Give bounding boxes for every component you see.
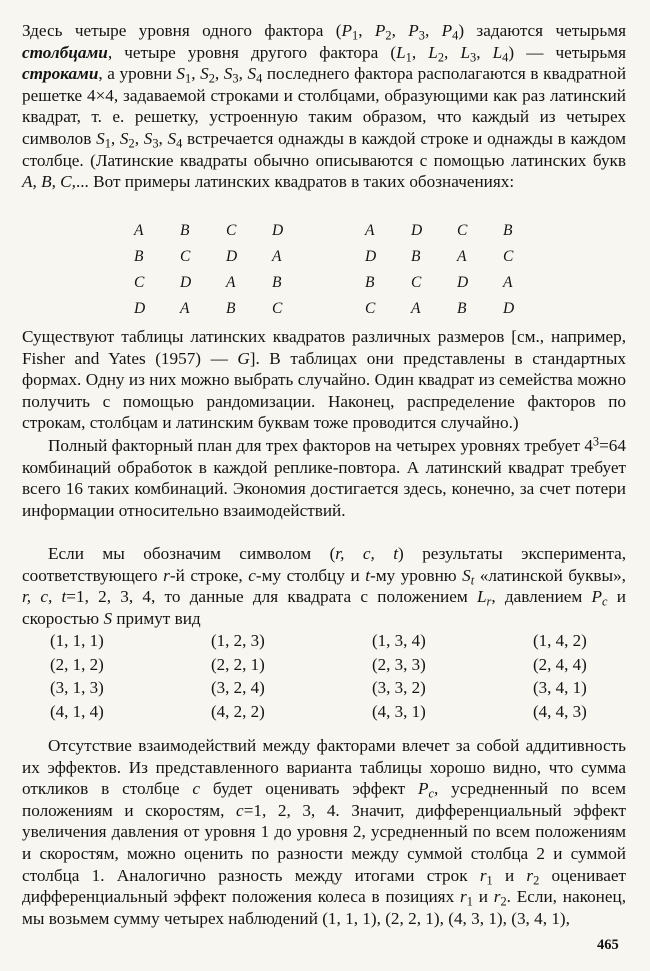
triple-cell: (2, 1, 2) xyxy=(50,654,104,674)
triple-cell: (3, 4, 1) xyxy=(533,678,587,697)
square-cell: D xyxy=(457,274,469,291)
square-cell: B xyxy=(226,300,236,317)
triple-cell: (4, 1, 4) xyxy=(50,701,104,721)
square-cell: A xyxy=(134,222,144,239)
square-cell: C xyxy=(272,300,283,317)
square-cell: A xyxy=(503,274,513,291)
triple-cell: (4, 4, 3) xyxy=(533,701,587,721)
square-cell: A xyxy=(365,222,375,239)
square-cell: C xyxy=(226,222,237,239)
square-cell: C xyxy=(365,300,376,317)
square-cell: B xyxy=(272,274,282,291)
square-cell: C xyxy=(411,274,422,291)
square-cell: A xyxy=(180,300,190,317)
square-cell: D xyxy=(365,248,377,265)
triple-cell: (2, 4, 4) xyxy=(533,654,587,674)
triples-table xyxy=(50,631,650,725)
page-number: 465 xyxy=(597,937,619,953)
paragraph-latin-square-intro: Здесь четыре уровня одного фактора ($P_1$, $P_2$, $P_3$, $P_4$) задаются четырьмя столбцами, четыре уровня другого фактора ($L_1$, $L_2$, $L_3$, $L_4$) — четырьмя строками, а уровни $S_1$, $S_2$, $S_3$, $S_4$ последнего фактора располагаются в квадратной решетке 4×4, задаваемой строками и столбцами, образующими как раз латинский квадрат, т. е. решетку, устроенную таким образом, что каждый из четырех символов $S_1$, $S_2$, $S_3$, $S_4$ встречается однажды в каждой строке и однажды в каждом столбце. (Латинские квадраты обычно описываются с помощью латинских букв A, B, C,... Вот примеры латинских квадратов в таких обозначениях: xyxy=(22,21,627,192)
square-cell: B xyxy=(411,248,421,265)
triple-cell: (2, 2, 1) xyxy=(211,654,265,674)
paragraph-factorial-plan: Полный факторный план для трех факторов на четырех уровнях требует $4^3=64$ комбинаций обработок в каждой реплике-повтора. А латинский квадрат требует всего 16 таких комбинаций. Экономия достигается здесь, конечно, за счет потери информации относительно взаимодействий. xyxy=(22,434,626,520)
square-cell: D xyxy=(134,300,146,317)
square-cell: D xyxy=(503,300,515,317)
square-cell: C xyxy=(457,222,468,239)
square-cell: A xyxy=(272,248,282,265)
square-cell: B xyxy=(503,222,513,239)
square-cell: C xyxy=(180,248,191,265)
square-cell: C xyxy=(134,274,145,291)
square-cell: B xyxy=(365,274,375,291)
triple-cell: (1, 1, 1) xyxy=(50,631,104,650)
square-cell: A xyxy=(226,274,236,291)
square-cell: D xyxy=(180,274,192,291)
triple-cell: (1, 3, 4) xyxy=(372,631,426,650)
square-cell: D xyxy=(226,248,238,265)
square-cell: A xyxy=(411,300,421,317)
square-cell: D xyxy=(272,222,284,239)
triple-cell: (3, 1, 3) xyxy=(50,678,104,697)
triple-cell: (3, 2, 4) xyxy=(211,678,265,697)
square-cell: B xyxy=(134,248,144,265)
triple-cell: (1, 2, 3) xyxy=(211,631,265,650)
triple-cell: (2, 3, 3) xyxy=(372,654,426,674)
latin-square-1 xyxy=(134,222,318,326)
paragraph-latin-square-tables: Существуют таблицы латинских квадратов различных размеров [см., например, Fisher and Yates (1957) — G]. В таблицах они представлены в стандартных формах. Одну из них можно выбрать случайно. Один квадрат из семейства можно получить с помощью рандомизации. Наконец, распределение факторов по строкам, столбцам и латинским буквам тоже проводится случайно.) xyxy=(22,327,626,433)
triple-cell: (4, 2, 2) xyxy=(211,701,265,721)
paragraph-notation: Если мы обозначим символом (r, c, t) результаты эксперимента, соответствующего r-й строке, c-му столбцу и t-му уровню $S_t$ «латинской буквы», r, c, t=1, 2, 3, 4, то данные для квадрата с положением $L_r$, давлением $P_c$ и скоростью S примут вид xyxy=(22,544,626,628)
square-cell: C xyxy=(503,248,514,265)
paragraph-additivity: Отсутствие взаимодействий между факторами влечет за собой аддитивность их эффектов. Из представленного варианта таблицы хорошо видно, что сумма откликов в столбце c будет оценивать эффект $P_c$, усредненный по всем положениям и скоростям, c=1, 2, 3, 4. Значит, дифференциальный эффект увеличения давления от уровня 1 до уровня 2, усредненный по всем положениям и скоростям, можно оценить по разности между суммой столбца 2 и суммой столбца 1. Аналогично разность между итогами строк $r_1$ и $r_2$ оценивает дифференциальный эффект положения колеса в позициях $r_1$ и $r_2$. Если, наконец, мы возьмем сумму четырех наблюдений (1, 1, 1), (2, 2, 1), (4, 3, 1), (3, 4, 1), xyxy=(22,736,627,928)
square-cell: B xyxy=(180,222,190,239)
square-cell: B xyxy=(457,300,467,317)
triple-cell: (3, 3, 2) xyxy=(372,678,426,697)
square-cell: D xyxy=(411,222,423,239)
square-cell: A xyxy=(457,248,467,265)
triple-cell: (4, 3, 1) xyxy=(372,701,426,721)
triple-cell: (1, 4, 2) xyxy=(533,631,587,650)
latin-square-2 xyxy=(365,222,549,326)
